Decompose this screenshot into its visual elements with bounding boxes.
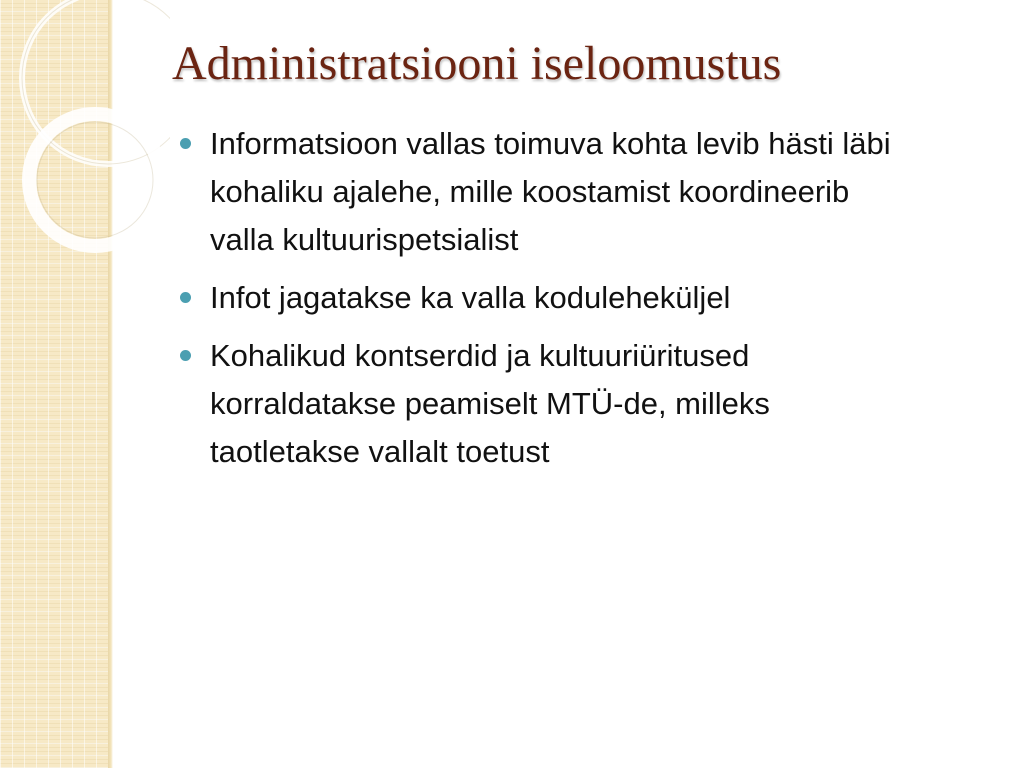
bullet-text: Infot jagatakse ka valla koduleheküljel: [210, 280, 731, 315]
bullet-text: Informatsioon vallas toimuva kohta levib hästi läbi kohaliku ajalehe, mille koostamist koordineerib valla kultuurispetsialist: [210, 126, 891, 257]
bullet-dot-icon: [180, 292, 191, 303]
bullet-list: [180, 120, 920, 486]
bullet-item: [180, 120, 920, 264]
bullet-dot-icon: [180, 350, 191, 361]
decorative-circles-icon: [0, 0, 170, 260]
bullet-item: [180, 274, 920, 322]
bullet-dot-icon: [180, 138, 191, 149]
slide-title: Administratsiooni iseloomustus: [172, 37, 782, 90]
bullet-text: Kohalikud kontserdid ja kultuuriüritused korraldatakse peamiselt MTÜ-de, milleks taotletakse vallalt toetust: [210, 338, 770, 469]
bullet-item: [180, 332, 920, 476]
